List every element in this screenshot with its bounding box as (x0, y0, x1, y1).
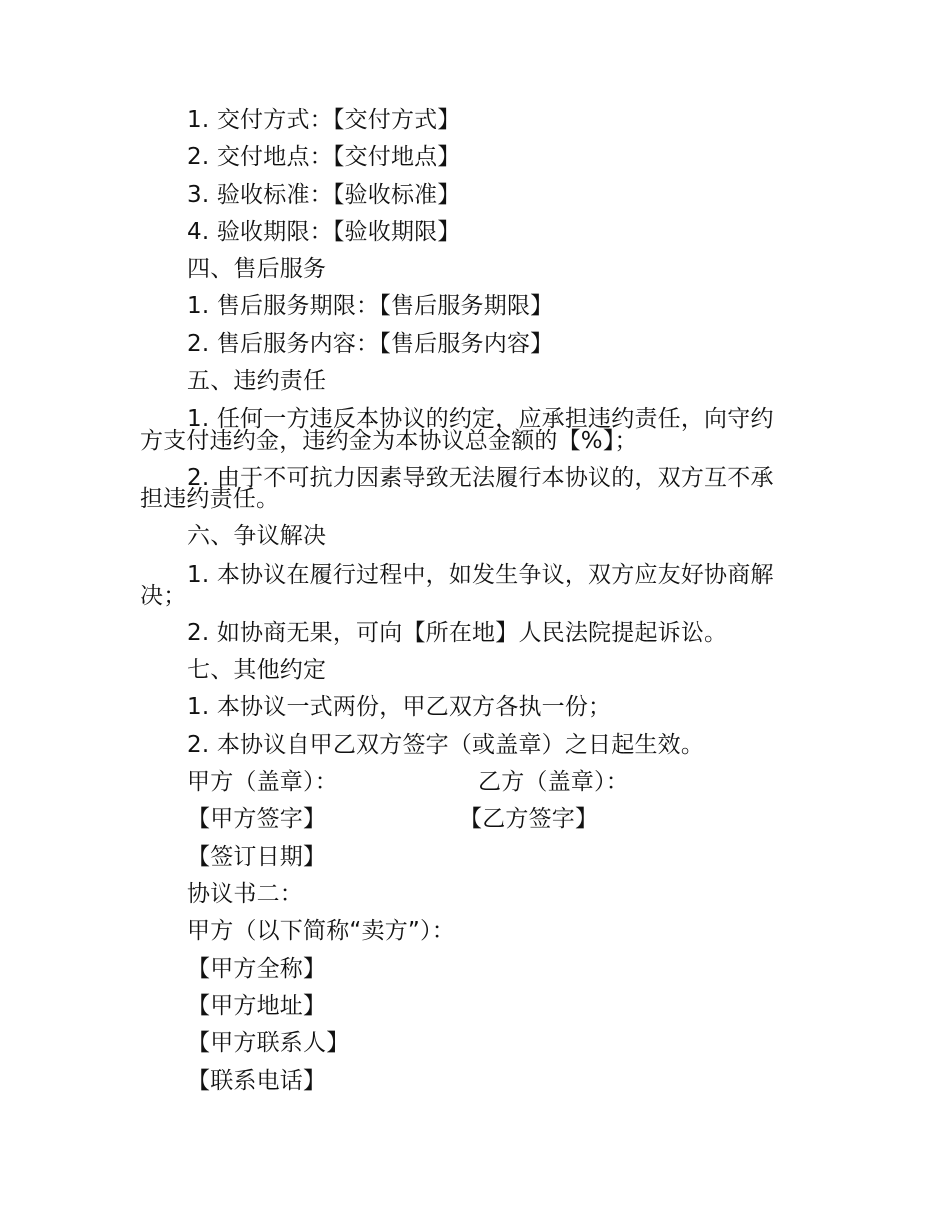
other-heading: 七、其他约定 (187, 657, 327, 683)
acceptance-period-line: 4. 验收期限：【验收期限】 (187, 219, 461, 245)
agreement2-party-a-intro: 甲方（以下简称“卖方”）： (187, 918, 455, 944)
liability-item1-line2: 方支付违约金，违约金为本协议总金额的【%】； (140, 428, 638, 454)
other-item2-line: 2. 本协议自甲乙双方签字（或盖章）之日起生效。 (187, 732, 705, 758)
liability-item1-line1: 1. 任何一方违反本协议的约定，应承担违约责任，向守约 (187, 406, 774, 432)
agreement2-party-a-contact: 【甲方联系人】 (187, 1030, 350, 1056)
acceptance-standard-line: 3. 验收标准：【验收标准】 (187, 182, 461, 208)
dispute-item1-line2: 决； (140, 583, 187, 609)
delivery-method-line: 1. 交付方式：【交付方式】 (187, 107, 461, 133)
party-b-seal-label: 乙方（盖章）： (478, 769, 629, 795)
dispute-heading: 六、争议解决 (187, 523, 327, 549)
sign-date: 【签订日期】 (187, 844, 327, 870)
liability-heading: 五、违约责任 (187, 368, 327, 394)
party-a-signature: 【甲方签字】 (187, 806, 327, 832)
dispute-item2-line: 2. 如协商无果，可向【所在地】人民法院提起诉讼。 (187, 620, 728, 646)
agreement2-title: 协议书二： (187, 881, 303, 907)
dispute-item1-line1: 1. 本协议在履行过程中，如发生争议，双方应友好协商解 (187, 562, 774, 588)
after-sales-content-line: 2. 售后服务内容：【售后服务内容】 (187, 331, 554, 357)
agreement2-party-a-phone: 【联系电话】 (187, 1068, 327, 1094)
liability-item2-line2: 担违约责任。 (140, 486, 280, 512)
after-sales-period-line: 1. 售后服务期限：【售后服务期限】 (187, 293, 554, 319)
party-b-signature: 【乙方签字】 (459, 806, 599, 832)
agreement2-party-a-address: 【甲方地址】 (187, 993, 327, 1019)
other-item1-line: 1. 本协议一式两份，甲乙双方各执一份； (187, 694, 612, 720)
liability-item2-line1: 2. 由于不可抗力因素导致无法履行本协议的，双方互不承 (187, 465, 774, 491)
after-sales-heading: 四、售后服务 (187, 256, 327, 282)
party-a-seal-label: 甲方（盖章）： (187, 769, 338, 795)
agreement2-party-a-name: 【甲方全称】 (187, 956, 327, 982)
delivery-location-line: 2. 交付地点：【交付地点】 (187, 144, 461, 170)
